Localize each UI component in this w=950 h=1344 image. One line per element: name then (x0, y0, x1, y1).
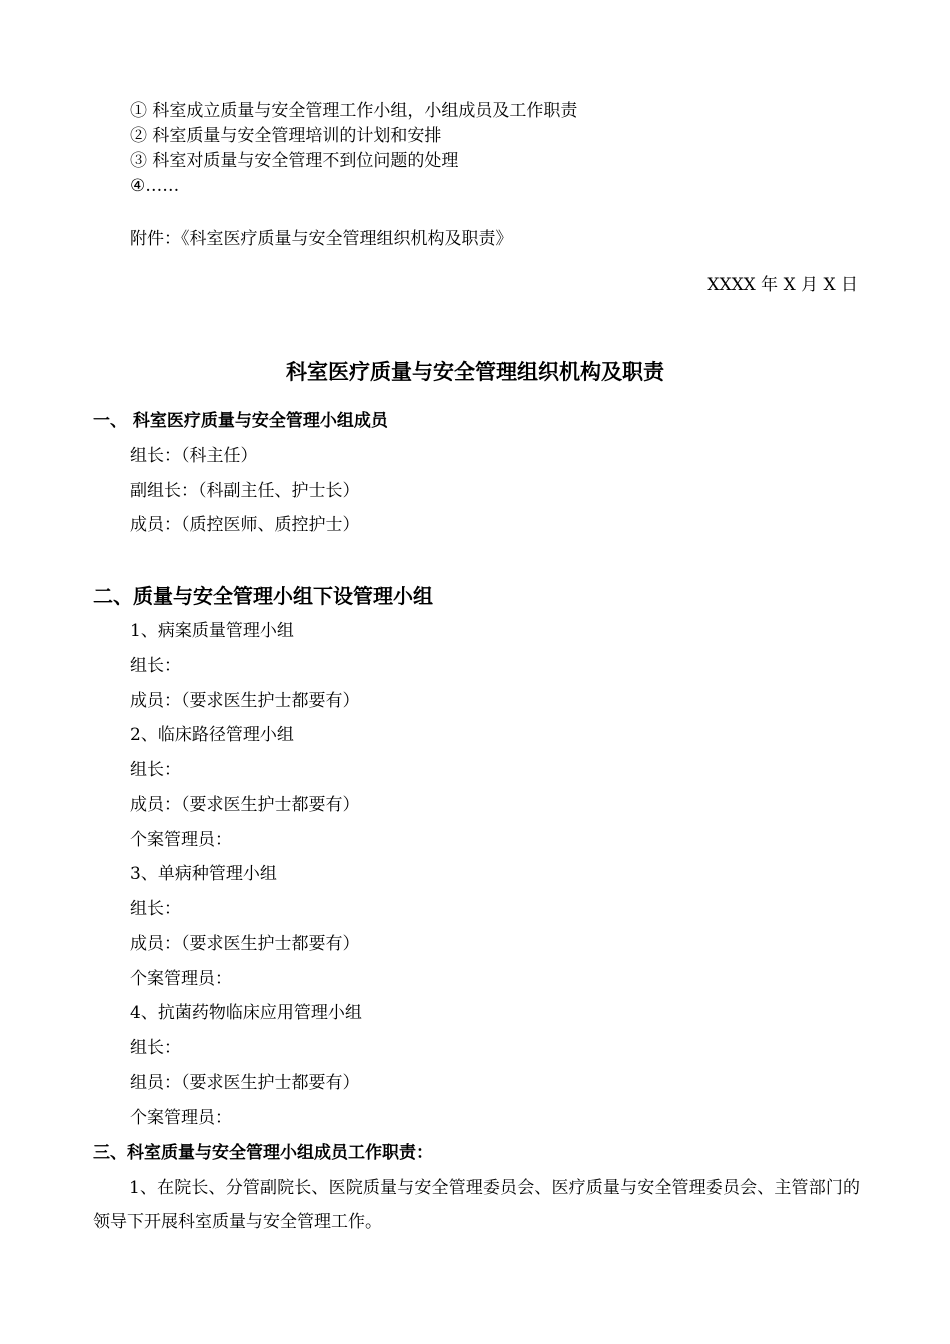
section2-line: 成员：（要求医生护士都要有） (130, 934, 360, 954)
section3-paragraph: 1、在院长、分管副院长、医院质量与安全管理委员会、医疗质量与安全管理委员会、主管部门的领导下开展科室质量与安全管理工作。 (93, 1178, 860, 1232)
section2-line: 成员：（要求医生护士都要有） (130, 795, 360, 815)
section1-heading: 一、 科室医疗质量与安全管理小组成员 (93, 411, 388, 431)
section2-line: 1、病案质量管理小组 (130, 621, 294, 641)
section1-line: 副组长：（科副主任、护士长） (130, 481, 360, 501)
section1-line: 组长：（科主任） (130, 446, 258, 466)
section2-line: 2、临床路径管理小组 (130, 725, 294, 745)
intro-list-item: ② 科室质量与安全管理培训的计划和安排 (130, 126, 442, 146)
section2-line: 组长： (130, 1038, 181, 1058)
section2-line: 组长： (130, 760, 181, 780)
intro-list-item: ① 科室成立质量与安全管理工作小组，小组成员及工作职责 (130, 101, 578, 121)
document-title: 科室医疗质量与安全管理组织机构及职责 (286, 359, 664, 384)
section2-line: 个案管理员： (130, 1108, 232, 1128)
document-date: XXXX 年 X 月 X 日 (707, 275, 858, 295)
attachment-line: 附件：《科室医疗质量与安全管理组织机构及职责》 (130, 229, 513, 249)
section2-line: 3、单病种管理小组 (130, 864, 277, 884)
section1-line: 成员：（质控医师、质控护士） (130, 515, 360, 535)
intro-list-item: ③ 科室对质量与安全管理不到位问题的处理 (130, 151, 459, 171)
section2-line: 组员：（要求医生护士都要有） (130, 1073, 360, 1093)
section2-line: 个案管理员： (130, 969, 232, 989)
section2-heading: 二、质量与安全管理小组下设管理小组 (93, 584, 433, 608)
section2-line: 组长： (130, 899, 181, 919)
section2-line: 组长： (130, 656, 181, 676)
section2-line: 个案管理员： (130, 830, 232, 850)
section2-line: 4、抗菌药物临床应用管理小组 (130, 1003, 362, 1023)
intro-list-item: ④…… (130, 176, 180, 196)
section2-line: 成员：（要求医生护士都要有） (130, 691, 360, 711)
section3-heading: 三、科室质量与安全管理小组成员工作职责： (93, 1143, 433, 1163)
